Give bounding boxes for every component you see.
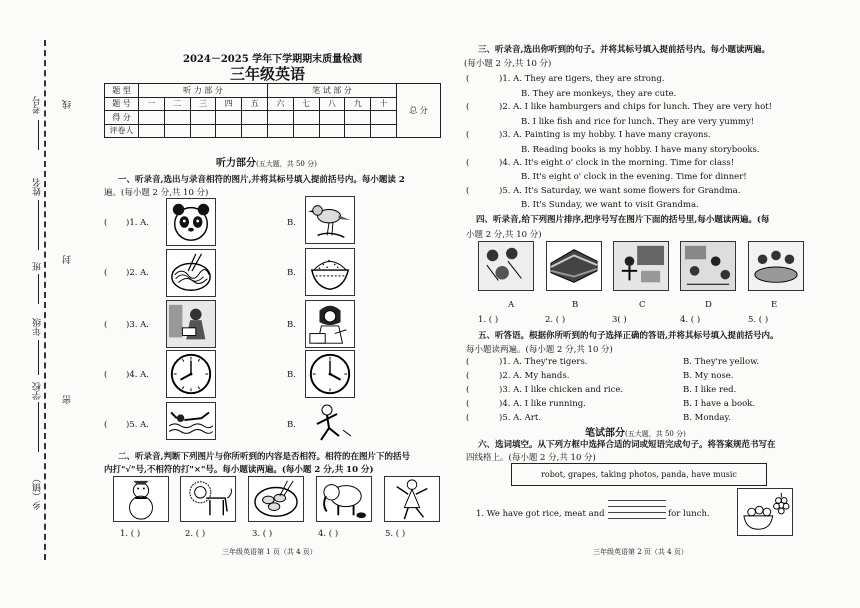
snowman-picture[interactable] <box>113 476 169 522</box>
score-row-score <box>105 111 441 125</box>
margin-write-line <box>38 274 39 304</box>
answer-paren[interactable]: ( <box>466 399 470 409</box>
running-picture[interactable] <box>305 400 355 446</box>
score-cell-total: 总 分 <box>397 84 441 138</box>
score-cell: 题 号 <box>105 97 139 111</box>
answer-paren[interactable]: ( <box>104 268 108 278</box>
option-b-text: B. Monday. <box>683 413 731 423</box>
score-cell: 笔 试 部 分 <box>267 84 396 98</box>
item-number: )5. A. <box>126 420 149 430</box>
option-b-label: B. <box>287 420 296 430</box>
four-line-answer-field[interactable] <box>608 495 666 523</box>
option-a-text: )1. A. They're tigers. <box>499 357 588 367</box>
q2-answer-2[interactable]: 2. ( ) <box>185 529 206 539</box>
q2-instruction: 二、听录音,判断下列图片与你所听到的内容是否相符。相符的在图片下的括号 <box>118 452 410 462</box>
option-b-label: B. <box>287 268 296 278</box>
margin-write-line <box>38 200 39 250</box>
score-cell: 八 <box>319 97 345 111</box>
q4-answer-3[interactable]: 3( ) <box>612 315 627 325</box>
option-a-text: )2. A. My hands. <box>499 371 570 381</box>
score-row-number <box>105 97 441 111</box>
sequence-letter-e: E <box>771 300 778 310</box>
painting-picture[interactable] <box>305 300 355 348</box>
margin-write-line <box>38 340 39 375</box>
score-cell: 三 <box>190 97 216 111</box>
score-row-type <box>105 84 441 98</box>
option-b-text: B. It's Sunday, we want to visit Grandma. <box>521 200 699 210</box>
sequence-letter-b: B <box>572 300 579 310</box>
answer-paren[interactable]: ( <box>466 413 470 423</box>
margin-label-class: 班 <box>33 262 43 271</box>
answer-paren[interactable]: ( <box>466 130 470 140</box>
panda-picture[interactable] <box>166 198 216 246</box>
score-cell: 听 力 部 分 <box>139 84 268 98</box>
option-a-text: )1. A. They are tigers, they are strong. <box>499 74 665 84</box>
option-b-text: B. I have a book. <box>683 399 756 409</box>
clock-picture-b[interactable] <box>305 350 355 398</box>
elephant-picture[interactable] <box>316 476 372 522</box>
answer-paren[interactable]: ( <box>466 102 470 112</box>
option-a-text: )4. A. It's eight o' clock in the morning. Time for class! <box>499 158 735 168</box>
option-b-label: B. <box>287 370 296 380</box>
option-b-text: B. It's eight o' clock in the evening. Time for dinner! <box>521 172 747 182</box>
clock-picture-a[interactable] <box>166 350 216 398</box>
q6-instruction: 六、选词填空。从下列方框中选择合适的词或短语完成句子。将答案规范书写在 <box>478 440 776 450</box>
margin-label-grade: 年级 <box>33 318 43 336</box>
margin-label-name: 姓名 <box>33 178 43 196</box>
item-number: )2. A. <box>126 268 149 278</box>
binding-margin <box>0 0 92 608</box>
score-cell: 一 <box>139 97 165 111</box>
lion-picture[interactable] <box>180 476 236 522</box>
option-b-text: B. I like red. <box>683 385 737 395</box>
grapes-bowl-picture[interactable] <box>737 488 793 536</box>
score-cell: 四 <box>216 97 242 111</box>
option-b-label: B. <box>287 218 296 228</box>
q2-instruction-cont: 内打"√"号,不相符的打"×"号。每小题读两遍。(每小题 2 分,共 10 分) <box>104 465 374 475</box>
option-a-text: )5. A. It's Saturday, we want some flowers for Grandma. <box>499 186 741 196</box>
option-b-label: B. <box>287 320 296 330</box>
option-a-text: )3. A. I like chicken and rice. <box>499 385 624 395</box>
dumplings-picture[interactable] <box>248 476 304 522</box>
binding-dashed-line <box>44 40 46 560</box>
option-a-text: )3. A. Painting is my hobby. I have many crayons. <box>499 130 711 140</box>
item-number: )3. A. <box>126 320 149 330</box>
score-cell: 五 <box>242 97 268 111</box>
q5-instruction-cont: 每小题读两遍。(每小题 2 分,共 10 分) <box>466 345 613 355</box>
item-number: )1. A. <box>126 218 149 228</box>
sequence-picture-d[interactable] <box>680 241 736 291</box>
option-b-text: B. They are monkeys, they are cute. <box>521 89 677 99</box>
answer-paren[interactable]: ( <box>466 186 470 196</box>
q4-answer-5[interactable]: 5. ( ) <box>748 315 769 325</box>
answer-paren[interactable]: ( <box>466 74 470 84</box>
swimming-picture[interactable] <box>166 402 216 440</box>
q3-instruction-cont: (每小题 2 分,共 10 分) <box>464 59 552 69</box>
reading-picture[interactable] <box>166 300 216 348</box>
bird-picture[interactable] <box>305 196 355 244</box>
margin-write-line <box>38 120 39 150</box>
answer-paren[interactable]: ( <box>466 158 470 168</box>
page-footer-right: 三年级英语第 2 页（共 4 页） <box>593 548 688 556</box>
option-b-text: B. They're yellow. <box>683 357 760 367</box>
q2-answer-5[interactable]: 5. ( ) <box>385 529 406 539</box>
answer-paren[interactable]: ( <box>466 371 470 381</box>
margin-label-school: 学校 <box>33 382 43 400</box>
q6-sentence-start: 1. We have got rice, meat and <box>476 509 605 519</box>
option-a-text: )2. A. I like hamburgers and chips for lunch. They are very hot! <box>499 102 773 112</box>
margin-label-exam-no: 考号 <box>33 96 43 114</box>
sequence-picture-c[interactable] <box>613 241 669 291</box>
option-b-text: B. Reading books is my hobby. I have many storybooks. <box>521 145 760 155</box>
q4-answer-4[interactable]: 4. ( ) <box>680 315 701 325</box>
rice-picture[interactable] <box>305 248 355 296</box>
q6-sentence-end: for lunch. <box>668 509 710 519</box>
q4-instruction-cont: 小题 2 分,共 10 分) <box>466 230 542 240</box>
q1-instruction-cont: 遍。(每小题 2 分,共 10 分) <box>104 188 209 198</box>
answer-paren[interactable]: ( <box>104 420 108 430</box>
subject-title: 三年级英语 <box>230 65 306 83</box>
option-b-text: B. I like fish and rice for lunch. They are very yummy! <box>521 117 755 127</box>
margin-mark-seal: 封 <box>63 255 73 264</box>
score-cell: 得 分 <box>105 111 139 125</box>
score-cell: 题 型 <box>105 84 139 98</box>
q2-answer-3[interactable]: 3. ( ) <box>252 529 273 539</box>
option-b-text: B. My nose. <box>683 371 734 381</box>
margin-mark-line: 线 <box>63 100 73 109</box>
q2-answer-4[interactable]: 4. ( ) <box>318 529 339 539</box>
listening-section-title: 听力部分(五大题，共 50 分) <box>216 158 317 169</box>
q4-instruction: 四、听录音,给下列图片排序,把序号写在图片下面的括号里,每小题读两遍。(每 <box>476 215 770 225</box>
item-number: )4. A. <box>126 370 149 380</box>
score-cell: 十 <box>371 97 397 111</box>
score-cell: 二 <box>164 97 190 111</box>
sequence-picture-a[interactable] <box>478 241 534 291</box>
score-cell: 九 <box>345 97 371 111</box>
q6-instruction-cont: 四线格上。(每小题 2 分,共 10 分) <box>466 453 596 463</box>
score-row-grader <box>105 124 441 138</box>
score-cell: 评卷人 <box>105 124 139 138</box>
score-cell: 六 <box>267 97 293 111</box>
sequence-picture-b[interactable] <box>546 241 602 291</box>
score-cell: 七 <box>293 97 319 111</box>
q2-answer-1[interactable]: 1. ( ) <box>120 529 141 539</box>
answer-paren[interactable]: ( <box>466 385 470 395</box>
sequence-picture-e[interactable] <box>748 241 804 291</box>
sequence-letter-a: A <box>508 300 515 310</box>
sequence-letter-d: D <box>705 300 712 310</box>
dancing-girl-picture[interactable] <box>384 476 440 522</box>
option-a-text: )4. A. I like running. <box>499 399 586 409</box>
option-a-text: )5. A. Art. <box>499 413 541 423</box>
exam-title: 2024－2025 学年下学期期末质量检测 <box>183 54 363 65</box>
q5-instruction: 五、听答语。根据你所听到的句子选择正确的答语,并将其标号填入提前括号内。 <box>478 331 779 341</box>
q4-answer-2[interactable]: 2. ( ) <box>545 315 566 325</box>
q3-instruction: 三、听录音,选出你听到的句子。并将其标号填入提前括号内。每小题读两遍。 <box>478 45 770 55</box>
margin-write-line <box>38 402 39 452</box>
answer-paren[interactable]: ( <box>104 370 108 380</box>
margin-mark-secret: 密 <box>63 395 73 404</box>
word-bank-box: robot, grapes, taking photos, panda, have music <box>511 463 767 486</box>
sequence-letter-c: C <box>639 300 646 310</box>
score-table <box>104 83 441 138</box>
page-footer-left: 三年级英语第 1 页（共 4 页） <box>222 548 317 556</box>
answer-paren[interactable]: ( <box>104 320 108 330</box>
margin-label-town: 乡（镇） <box>33 474 43 510</box>
writing-section-title: 笔试部分(五大题，共 50 分) <box>585 428 686 439</box>
answer-paren[interactable]: ( <box>104 218 108 228</box>
q1-instruction: 一、听录音,选出与录音相符的图片,并将其标号填入提前括号内。每小题读 2 <box>118 175 405 185</box>
noodles-picture[interactable] <box>166 249 216 297</box>
answer-paren[interactable]: ( <box>466 357 470 367</box>
q4-answer-1[interactable]: 1. ( ) <box>478 315 499 325</box>
